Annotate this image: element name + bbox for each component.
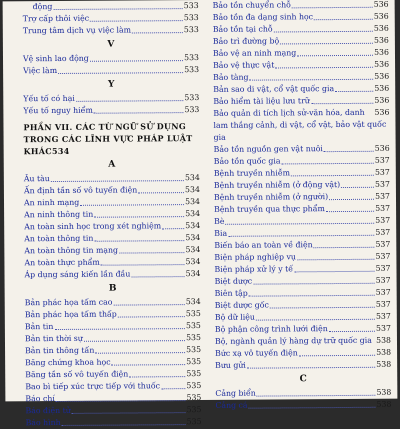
entry-page: 538 bbox=[376, 399, 392, 409]
entry-page: 538 bbox=[376, 359, 392, 369]
dot-leader bbox=[84, 340, 185, 342]
dot-leader bbox=[329, 331, 375, 332]
entry-text: Bưu gửi bbox=[215, 360, 246, 370]
entry-text: Biệt dược bbox=[214, 276, 253, 286]
entry-text: Vệ sinh lao động bbox=[22, 53, 89, 64]
entry-page: 537 bbox=[375, 239, 391, 249]
entry-text: Bảo tồn quốc gia bbox=[213, 156, 281, 166]
dot-leader bbox=[311, 103, 374, 104]
entry-page: 535 bbox=[185, 320, 201, 331]
dot-leader bbox=[72, 412, 186, 414]
entry-page: 535 bbox=[186, 416, 202, 427]
dot-leader bbox=[112, 364, 186, 366]
entry-text: Bảo vệ thực vật bbox=[213, 60, 275, 70]
entry-page: 537 bbox=[375, 191, 391, 201]
dot-leader bbox=[53, 8, 182, 10]
entry-page: 535 bbox=[186, 404, 202, 415]
entry-page: 536 bbox=[374, 95, 390, 105]
entry-page: 537 bbox=[375, 251, 391, 261]
entry-page: 536 bbox=[373, 23, 389, 33]
entry-text: Băng chứng khoa học bbox=[25, 357, 111, 368]
dot-leader bbox=[94, 112, 184, 114]
entry-text: Ấn định tần số vô tuyến điện bbox=[23, 185, 138, 196]
entry-page: 533 bbox=[184, 53, 200, 63]
entry-text: Biệt dược gốc bbox=[214, 300, 269, 310]
dot-leader bbox=[270, 307, 375, 309]
entry-page: 537 bbox=[375, 215, 391, 225]
entry-text: Bè bbox=[214, 216, 225, 226]
dot-leader bbox=[51, 180, 184, 182]
entry-text: Bản sao di vật, cổ vật quốc gia bbox=[213, 84, 335, 94]
dot-leader bbox=[280, 43, 373, 45]
dot-leader bbox=[299, 355, 375, 357]
entry-text: Biên tập bbox=[214, 288, 248, 298]
entry-page: 538 bbox=[376, 335, 392, 345]
entry-page: 537 bbox=[375, 299, 391, 309]
entry-text: Biện pháp xử lý y tế bbox=[214, 264, 294, 274]
entry-page: 534 bbox=[185, 185, 200, 195]
entry-page: 534 bbox=[185, 197, 201, 207]
dot-leader bbox=[326, 211, 374, 212]
dot-leader bbox=[253, 283, 375, 285]
index-entry bbox=[215, 399, 391, 412]
dot-leader bbox=[274, 31, 373, 33]
entry-page: 536 bbox=[374, 47, 390, 57]
entry-page: 536 bbox=[373, 0, 389, 9]
entry-text: Trung tâm dịch vụ việc làm bbox=[22, 25, 132, 36]
entry-page: 534 bbox=[185, 256, 201, 267]
entry-text: Bảo tồn chuyển chỗ bbox=[212, 0, 291, 10]
entry-text: Bản phác họa tấm thấp bbox=[24, 309, 117, 320]
entry-page: 536 bbox=[373, 11, 389, 21]
index-entry bbox=[213, 107, 389, 144]
dot-leader bbox=[119, 252, 184, 253]
entry-text: Bảo tồn nguồn gen vật nuôi bbox=[213, 144, 323, 154]
entry-text: An ninh thông tin bbox=[24, 209, 94, 220]
entry-text: Bộ, ngành quản lý hàng dự trữ quốc gia bbox=[214, 335, 372, 346]
entry-text: An ninh mạng bbox=[23, 197, 80, 208]
entry-page: 534 bbox=[185, 208, 201, 219]
entry-page: 536 bbox=[374, 143, 390, 153]
dot-leader bbox=[161, 388, 185, 389]
index-list bbox=[214, 143, 391, 336]
index-entry bbox=[215, 335, 391, 348]
entry-page: 536 bbox=[374, 71, 390, 81]
entry-page: 537 bbox=[374, 167, 390, 177]
entry-page: 538 bbox=[376, 387, 392, 397]
entry-page: 537 bbox=[375, 311, 391, 321]
entry-page: 537 bbox=[375, 263, 391, 273]
dot-leader bbox=[113, 304, 184, 305]
entry-text: Bệnh truyền qua thực phẩm bbox=[214, 204, 325, 214]
entry-text: An toàn thông tin bbox=[24, 233, 94, 244]
entry-text: Bảo trì đường bộ bbox=[212, 36, 280, 46]
section-heading bbox=[23, 120, 199, 157]
entry-page: 535 bbox=[186, 392, 202, 403]
entry-text: Bao bì tiếp xúc trực tiếp với thuốc bbox=[25, 381, 161, 392]
entry-page: 537 bbox=[375, 275, 391, 285]
entry-text: Bảo quản di tích lịch sử-văn hóa, danh lam thắng cảnh, di vật, cổ vật, bảo vật quốc gia bbox=[213, 107, 387, 142]
dot-leader bbox=[131, 276, 184, 277]
section-page: 534 bbox=[51, 145, 70, 157]
entry-page: 535 bbox=[186, 368, 202, 379]
letter-heading-b: B bbox=[108, 283, 117, 294]
entry-page: 537 bbox=[375, 323, 391, 333]
dot-leader bbox=[314, 247, 375, 248]
dot-leader bbox=[228, 235, 374, 237]
index-list bbox=[23, 52, 199, 77]
left-column bbox=[23, 0, 202, 429]
entry-page: 535 bbox=[186, 344, 202, 355]
dot-leader bbox=[250, 79, 374, 81]
dot-leader bbox=[226, 223, 375, 225]
entry-text: Bia bbox=[214, 228, 228, 238]
entry-page: 538 bbox=[376, 347, 392, 357]
dot-leader bbox=[335, 91, 373, 92]
letter-heading-y: Y bbox=[107, 79, 115, 90]
dot-leader bbox=[101, 264, 185, 266]
letter-heading-a: A bbox=[108, 159, 116, 170]
dot-leader bbox=[275, 67, 373, 69]
entry-text: Bản tin thông tấn bbox=[25, 345, 95, 356]
entry-text: Việc làm bbox=[23, 65, 58, 76]
dot-leader bbox=[292, 7, 373, 9]
entry-text: Biện pháp nghiệp vụ bbox=[214, 252, 296, 262]
entry-page: 534 bbox=[185, 268, 201, 279]
entry-page: 536 bbox=[373, 35, 389, 45]
index-list bbox=[25, 296, 202, 429]
dot-leader bbox=[94, 240, 184, 242]
entry-text: Báo điện tử bbox=[25, 405, 71, 416]
dot-leader bbox=[249, 407, 376, 409]
dot-leader bbox=[297, 55, 373, 57]
entry-page: 534 bbox=[185, 232, 201, 243]
entry-text: An toàn thông tin mạng bbox=[24, 245, 119, 256]
dot-leader bbox=[138, 192, 184, 193]
dot-leader bbox=[58, 72, 183, 74]
entry-text: Áp dụng sáng kiến lần đầu bbox=[24, 269, 131, 280]
entry-page: 533 bbox=[184, 105, 200, 115]
dot-leader bbox=[90, 20, 183, 22]
entry-page: 534 bbox=[185, 296, 201, 307]
entry-page: 536 bbox=[374, 107, 390, 117]
dot-leader bbox=[80, 204, 184, 206]
entry-text: Bản phác họa tấm cao bbox=[24, 297, 113, 308]
dot-leader bbox=[54, 328, 185, 330]
index-list bbox=[23, 92, 199, 117]
dot-leader bbox=[56, 400, 186, 402]
entry-text: Báo hình bbox=[25, 417, 61, 428]
entry-page: 533 bbox=[184, 65, 200, 75]
entry-page: 537 bbox=[375, 227, 391, 237]
entry-page: 537 bbox=[375, 203, 391, 213]
index-list bbox=[215, 387, 391, 412]
entry-page: 535 bbox=[186, 332, 201, 343]
entry-text: Bệnh truyền nhiễm (ở động vật) bbox=[213, 180, 341, 190]
entry-text: Băng tần số vô tuyến điện bbox=[25, 369, 129, 380]
dot-leader bbox=[281, 163, 373, 165]
letter-heading-v: V bbox=[107, 39, 115, 50]
entry-page: 533 bbox=[184, 93, 200, 103]
dot-leader bbox=[76, 100, 184, 102]
entry-text: An toàn sinh học trong xét nghiệm bbox=[24, 221, 162, 232]
entry-text: Bảo hiểm tài liệu lưu trữ bbox=[213, 96, 310, 106]
entry-page: 535 bbox=[185, 308, 201, 319]
entry-text: Bảo vệ an ninh mạng bbox=[212, 48, 297, 58]
dot-leader bbox=[249, 295, 375, 297]
entry-text: Bộ phận công trình lưới điện bbox=[214, 324, 328, 334]
dot-leader bbox=[62, 424, 186, 426]
entry-text: động bbox=[32, 2, 53, 12]
entry-text: Yếu tố nguy hiểm bbox=[23, 105, 93, 116]
dot-leader bbox=[90, 60, 183, 62]
entry-text: Bản tin thời sự bbox=[24, 333, 83, 344]
dot-leader bbox=[324, 151, 374, 152]
entry-text: Bảo tàng bbox=[213, 72, 249, 82]
entry-page: 534 bbox=[185, 220, 201, 231]
entry-text: Bản tin bbox=[24, 322, 54, 332]
dot-leader bbox=[256, 319, 375, 321]
entry-page: 535 bbox=[186, 380, 202, 391]
dot-leader bbox=[118, 316, 185, 317]
entry-page: 533 bbox=[183, 1, 199, 11]
entry-text: Cảng cá bbox=[215, 400, 248, 410]
entry-text: Bức xạ vô tuyến điện bbox=[215, 348, 298, 358]
dot-leader bbox=[162, 228, 184, 229]
dot-leader bbox=[297, 259, 375, 261]
index-list bbox=[24, 172, 201, 281]
index-list bbox=[213, 0, 390, 108]
entry-page: 536 bbox=[374, 83, 390, 93]
dot-leader bbox=[294, 271, 375, 273]
dot-leader bbox=[247, 367, 375, 369]
entry-text: Báo chí bbox=[25, 394, 55, 404]
dot-leader bbox=[95, 352, 185, 354]
entry-page: 537 bbox=[374, 179, 390, 189]
index-list bbox=[215, 347, 391, 372]
entry-text: Yếu tố có hại bbox=[23, 93, 75, 104]
entry-page: 534 bbox=[184, 173, 200, 183]
entry-page: 537 bbox=[374, 155, 390, 165]
dot-leader bbox=[291, 175, 374, 177]
section-title: PHẦN VII. CÁC TỪ NGỮ SỬ DỤNG TRONG CÁC LĨNH VỰC PHÁP LUẬT KHÁC bbox=[23, 121, 193, 157]
entry-page: 534 bbox=[185, 244, 201, 255]
entry-text: Bệnh truyền nhiễm (ở người) bbox=[213, 192, 329, 202]
dot-leader bbox=[132, 32, 183, 33]
entry-text: Bệnh truyền nhiễm bbox=[213, 168, 291, 178]
entry-text: Bảo tồn tại chỗ bbox=[212, 24, 273, 34]
index-entry bbox=[26, 416, 202, 429]
dot-leader bbox=[341, 187, 374, 188]
entry-page: 535 bbox=[186, 356, 202, 367]
book-page bbox=[3, 0, 398, 428]
entry-page: 537 bbox=[375, 287, 391, 297]
dot-leader bbox=[129, 376, 185, 377]
entry-text: Biến báo an toàn về điện bbox=[214, 240, 313, 250]
entry-text: Cảng biển bbox=[215, 388, 256, 398]
entry-text: Bộ dữ liệu bbox=[214, 312, 255, 322]
dot-leader bbox=[314, 19, 373, 20]
entry-page: 536 bbox=[374, 59, 390, 69]
letter-heading-c: C bbox=[299, 374, 307, 385]
entry-page: 533 bbox=[183, 13, 199, 23]
dot-leader bbox=[257, 395, 376, 397]
entry-text: Âu tàu bbox=[23, 174, 50, 184]
entry-page: 533 bbox=[183, 25, 199, 35]
entry-text: Trợ cấp thôi việc bbox=[22, 13, 90, 24]
entry-text: Bảo tồn đa dạng sinh học bbox=[212, 12, 314, 22]
entry-text: An toàn thực phẩm bbox=[24, 257, 100, 268]
dot-leader bbox=[94, 216, 184, 218]
right-column bbox=[213, 0, 392, 412]
index-list bbox=[23, 0, 199, 37]
dot-leader bbox=[329, 199, 374, 200]
